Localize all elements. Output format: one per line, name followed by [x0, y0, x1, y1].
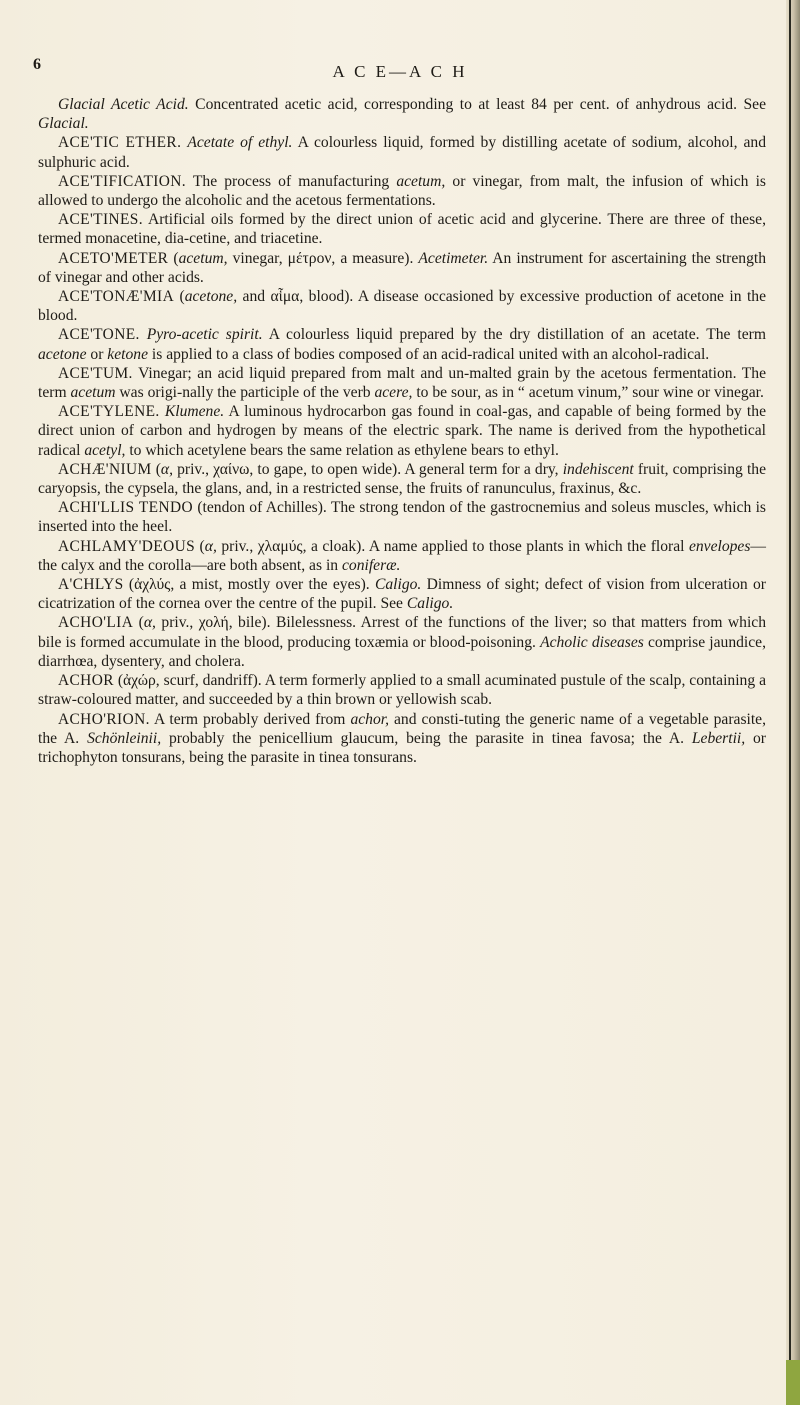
page-number: 6 [33, 56, 41, 73]
entry-text: comprise jaundice, diarrhœa, dysentery, and cholera. [38, 633, 766, 670]
entry-headword: ACE'TONE. [58, 326, 140, 344]
dictionary-entry [38, 287, 766, 325]
entry-italic-text: Acholic diseases [540, 633, 644, 651]
entries-column [38, 95, 766, 767]
entry-text: priv., χαίνω, to gape, to open wide). A general term for a dry, [173, 460, 563, 478]
entry-headword: ACHO'LIA [58, 614, 134, 632]
entry-text: or trichophyton tonsurans, being the parasite in tinea tonsurans. [38, 729, 766, 766]
entry-italic-text: Caligo. [374, 576, 422, 594]
entry-italic-text: acetum, [396, 172, 446, 190]
entry-text: is applied to a class of bodies composed of an acid-radical united with an alcohol-radical. [148, 345, 710, 363]
entry-italic-text: acetum [70, 384, 116, 402]
entry-text: vinegar, μέτρον, a measure). [227, 249, 419, 267]
entry-text: An instrument for ascertaining the strength of vinegar and other acids. [38, 249, 766, 286]
entry-text: probably the penicellium glaucum, being the parasite in tinea favosa; the A. [161, 729, 692, 747]
entry-text: and αἷμα, blood). A disease occasioned by excessive production of acetone in the blood. [38, 288, 766, 325]
dictionary-entry [38, 537, 766, 575]
entry-text: Concentrated acetic acid, corresponding to at least 84 per cent. of anhydrous acid. See [188, 96, 766, 113]
entry-text: ( [133, 614, 144, 632]
dictionary-entry [38, 249, 766, 287]
entry-headword: ACHI'LLIS TENDO [58, 499, 194, 517]
entry-text: to which acetylene bears the same relation as ethylene bears to ethyl. [125, 441, 559, 459]
entry-italic-text: Glacial. [38, 115, 89, 133]
entry-headword: Glacial Acetic Acid. [58, 96, 189, 113]
spine-tab [786, 1360, 800, 1405]
entry-headword: ACHOR [58, 672, 114, 690]
entry-text: ( [168, 249, 179, 267]
entry-text: A colourless liquid prepared by the dry distillation of an acetate. The term [262, 326, 766, 344]
spine-rule [789, 0, 791, 1405]
entry-italic-text: Acetimeter. [418, 249, 489, 267]
dictionary-entry [38, 498, 766, 536]
entry-headword: ACE'TIFICATION. [58, 172, 187, 190]
entry-italic-text: achor, [350, 710, 389, 728]
entry-headword: ACETO'METER [58, 249, 169, 267]
entry-text: ( [151, 460, 161, 478]
entry-italic-text: Schönleinii, [87, 729, 162, 747]
entry-headword: A'CHLYS [58, 576, 124, 594]
dictionary-entry [38, 460, 766, 498]
entry-headword: ACE'TUM. [58, 364, 133, 382]
entry-headword: ACE'TINES. [58, 211, 144, 229]
entry-italic-text: α, [160, 460, 173, 478]
entry-headword: ACHO'RION. [58, 710, 150, 728]
entry-text: A term probably derived from [149, 710, 351, 728]
entry-text: (tendon of Achilles). The strong tendon of the gastrocnemius and soleus muscles, which is inserted into the heel. [38, 499, 766, 536]
entry-italic-text: acetum, [178, 249, 228, 267]
dictionary-entry [38, 613, 766, 671]
dictionary-entry [38, 402, 766, 460]
entry-text: Dimness of sight; defect of vision from ulceration or cicatrization of the cornea over the centre of the pupil. See [38, 576, 766, 613]
entry-italic-text: acetyl, [84, 441, 126, 459]
page-header [30, 56, 770, 86]
running-head: A C E—A C H [332, 62, 468, 81]
entry-headword: ACHLAMY'DEOUS [58, 537, 196, 555]
entry-italic-text: Caligo. [406, 595, 454, 613]
dictionary-entry [38, 575, 766, 613]
dictionary-entry [38, 172, 766, 210]
entry-text: —the calyx and the corolla—are both absent, as in [38, 537, 767, 574]
dictionary-entry [38, 671, 766, 709]
entry-text: priv., χλαμύς, a cloak). A name applied to those plants in which the floral [216, 537, 689, 555]
entry-italic-text: acere, [374, 384, 413, 402]
entry-italic-text: α, [204, 537, 217, 555]
entry-italic-text: indehiscent [562, 460, 634, 478]
entry-italic-text: Acetate of ethyl. [187, 134, 293, 152]
entry-text: fruit, comprising the caryopsis, the cypsela, the glans, and, in a restricted sense, the fruits of ranunculus, fraxinus, &c. [38, 460, 767, 498]
entry-text: ( [195, 537, 205, 555]
entry-headword: ACE'TYLENE. [58, 403, 160, 421]
dictionary-entry [38, 364, 766, 402]
entry-italic-text: Pyro-acetic spirit. [146, 326, 263, 344]
entry-text: Vinegar; an acid liquid prepared from malt and un-malted grain by the acetous fermentation. The term [38, 364, 766, 402]
entry-text: was origi-nally the participle of the verb [115, 384, 375, 402]
entry-text: A luminous hydrocarbon gas found in coal-gas, and capable of being formed by the direct union of carbon and hydrogen by means of the electric spark. The name is derived from the hypothetical radical [38, 403, 766, 459]
dictionary-entry [38, 95, 766, 133]
entry-italic-text: ketone [107, 345, 148, 363]
entry-text: or vinegar, from malt, the infusion of which is allowed to undergo the alcoholic and the acetous fermentations. [38, 172, 767, 210]
dictionary-entry [38, 325, 766, 363]
entry-text: priv., χολή, bile). Bilelessness. Arrest of the functions of the liver; so that matters from which bile is formed accumulate in the blood, producing toxæmia or blood-poisoning. [38, 614, 767, 651]
entry-italic-text: acetone [38, 345, 87, 363]
entry-text: to be sour, as in “ acetum vinum,” sour wine or vinegar. [412, 384, 764, 402]
entry-text: and consti-tuting the generic name of a vegetable parasite, the A. [38, 710, 767, 747]
entry-italic-text: Klumene. [164, 403, 225, 421]
dictionary-entry [38, 133, 766, 171]
entry-text: (ἀχλύς, a mist, mostly over the eyes). [123, 576, 375, 594]
entry-text: Artificial oils formed by the direct union of acetic acid and glycerine. There are three of these, termed monacetine, dia-cetine, and triacetine. [38, 211, 766, 248]
entry-headword: ACE'TIC ETHER. [58, 134, 182, 152]
entry-italic-text: envelopes [688, 537, 751, 555]
entry-text: or [86, 345, 108, 363]
entry-text [140, 326, 147, 343]
entry-italic-text: coniferæ. [341, 556, 401, 574]
entry-text: ( [174, 288, 185, 306]
entry-text: The process of manufacturing [186, 172, 397, 190]
entry-text: A colourless liquid, formed by distilling acetate of sodium, alcohol, and sulphuric acid. [38, 134, 767, 171]
dictionary-entry [38, 210, 766, 248]
dictionary-entry [38, 710, 766, 768]
entry-headword: ACHÆ'NIUM [58, 460, 152, 478]
entry-headword: ACE'TONÆ'MIA [58, 288, 175, 306]
entry-italic-text: Lebertii, [691, 729, 746, 747]
entry-text: (ἀχώρ, scurf, dandriff). A term formerly applied to a small acuminated pustule of the scalp, containing a straw-coloured matter, and succeeded by a thin brown or yellowish scab. [38, 672, 766, 709]
entry-italic-text: acetone, [184, 288, 238, 306]
entry-italic-text: α, [143, 614, 156, 632]
